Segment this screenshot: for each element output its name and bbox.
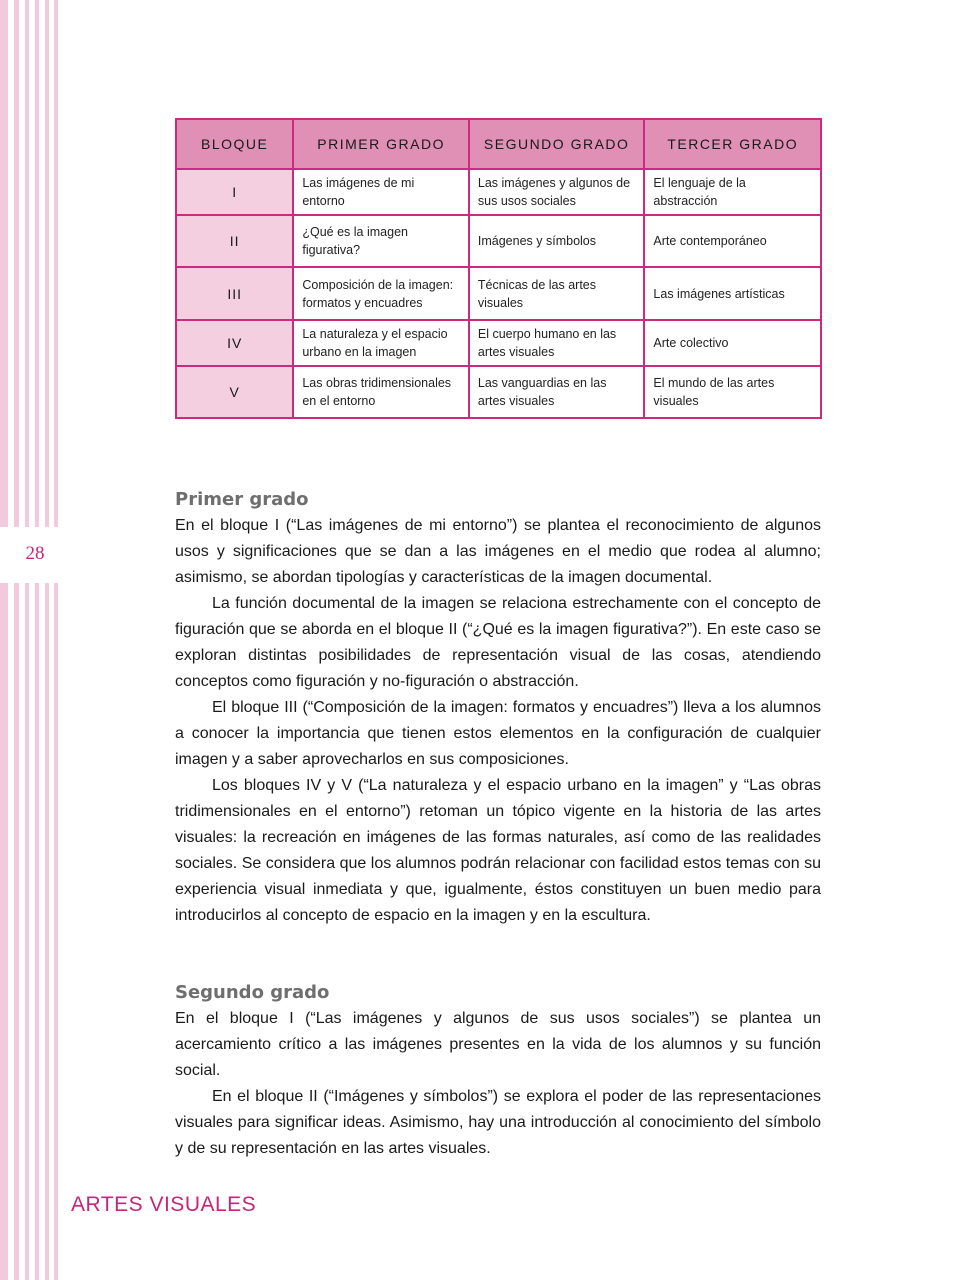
paragraph: En el bloque II (“Imágenes y símbolos”) se explora el poder de las representaciones visuales para significar ideas. Asimismo, hay una introducción al conocimiento del símbolo y de su representación en las artes visuales. [175,1088,821,1157]
paragraph: La función documental de la imagen se relaciona estrechamente con el concepto de figuración que se aborda en el bloque II (“¿Qué es la imagen figurativa?”). En este caso se exploran distintas posibilidades de representación visual de las cosas, atendiendo conceptos como figuración y no-figuración o abstracción. [175,595,821,690]
table-cell: Imágenes y símbolos [469,215,645,267]
block-label: V [176,366,293,418]
stripe [45,0,49,1280]
stripe [0,0,8,1280]
table-header-row [176,119,821,169]
header-bloque: BLOQUE [176,119,293,169]
table-row [176,320,821,366]
table-cell: Arte colectivo [644,320,821,366]
decorative-stripes [0,0,60,1280]
stripe [14,0,19,1280]
block-label: III [176,267,293,320]
section-heading: Primer grado [175,489,309,510]
stripe [54,0,58,1280]
table-cell: Las vanguardias en las artes visuales [469,366,645,418]
paragraph: Los bloques IV y V (“La naturaleza y el espacio urbano en la imagen” y “Las obras tridimensionales en el entorno”) retoman un tópico vigente en la historia de las artes visuales: la recreación en imágenes de las formas naturales, así como de las realidades sociales. Se considera que los alumnos podrán relacionar con facilidad estos temas con su experiencia visual inmediata y que, igualmente, éstos constituyen un buen medio para introducirlos al concepto de espacio en la imagen y en la escultura. [175,777,821,924]
section-primer-grado [175,487,821,929]
table-cell: Las imágenes y algunos de sus usos sociales [469,169,645,215]
footer-title: ARTES VISUALES [71,1193,257,1216]
table-cell: Composición de la imagen: formatos y encuadres [293,267,469,320]
table-cell: ¿Qué es la imagen figurativa? [293,215,469,267]
table-row [176,215,821,267]
page-number: 28 [25,543,45,564]
table-cell: El lenguaje de la abstracción [644,169,821,215]
block-label: IV [176,320,293,366]
table-cell: Técnicas de las artes visuales [469,267,645,320]
table-cell: El cuerpo humano en las artes visuales [469,320,645,366]
table-row [176,366,821,418]
stripe [35,0,39,1280]
table-cell: Las obras tridimensionales en el entorno [293,366,469,418]
header-primer-grado: PRIMER GRADO [293,119,469,169]
paragraph: En el bloque I (“Las imágenes y algunos de sus usos sociales”) se plantea un acercamiento crítico a las imágenes presentes en la vida de los alumnos y su función social. [175,1010,821,1079]
header-tercer-grado: TERCER GRADO [644,119,821,169]
block-label: II [176,215,293,267]
table-row [176,267,821,320]
table-cell: Las imágenes artísticas [644,267,821,320]
stripe [25,0,29,1280]
table-cell: La naturaleza y el espacio urbano en la imagen [293,320,469,366]
table-cell: El mundo de las artes visuales [644,366,821,418]
curriculum-table [175,118,822,419]
table-row [176,169,821,215]
paragraph: El bloque III (“Composición de la imagen: formatos y encuadres”) lleva a los alumnos a conocer la importancia que tienen estos elementos en la configuración de cualquier imagen y a saber aprovecharlos en sus composiciones. [175,699,821,768]
table-cell: Arte contemporáneo [644,215,821,267]
table-cell: Las imágenes de mi entorno [293,169,469,215]
section-segundo-grado [175,980,821,1162]
paragraph: En el bloque I (“Las imágenes de mi entorno”) se plantea el reconocimiento de algunos usos y significaciones que se dan a las imágenes en el medio que rodea al alumno; asimismo, se abordan tipologías y características de la imagen documental. [175,517,821,586]
block-label: I [176,169,293,215]
section-heading: Segundo grado [175,982,330,1003]
header-segundo-grado: SEGUNDO GRADO [469,119,645,169]
